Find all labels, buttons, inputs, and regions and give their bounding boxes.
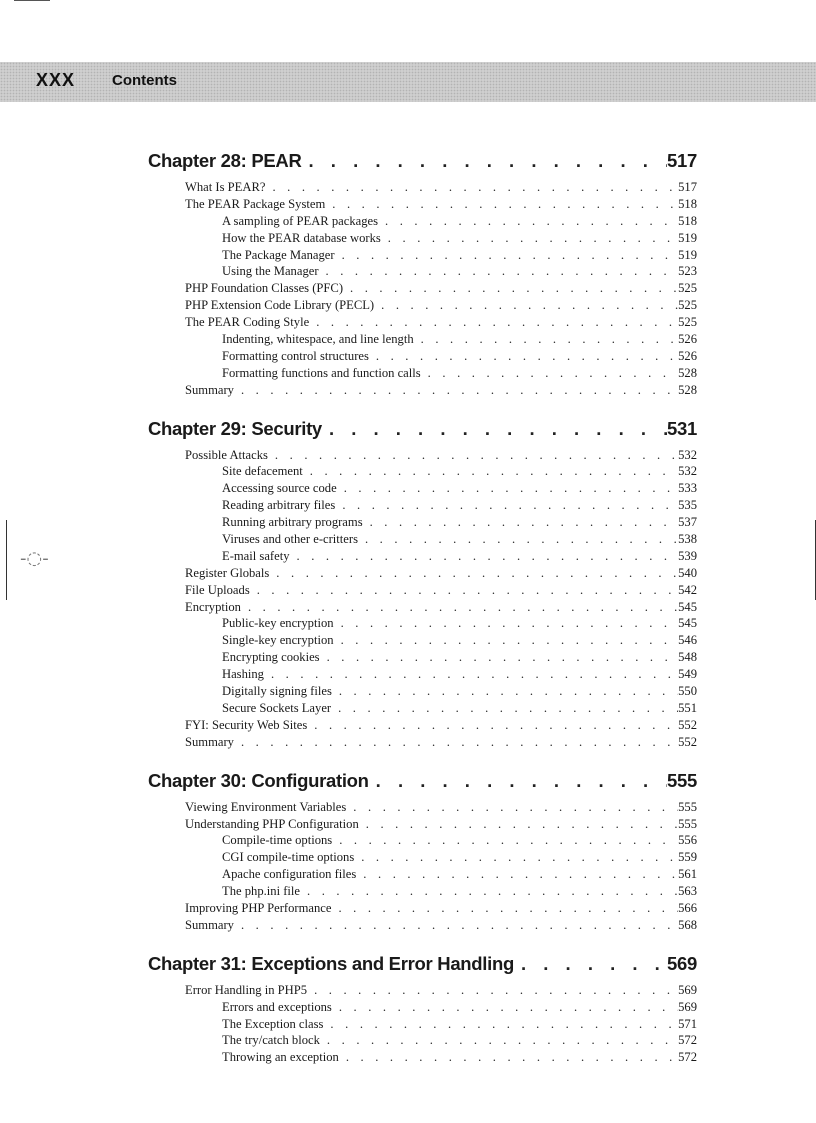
entry-page: 572	[678, 1033, 697, 1048]
toc-entry[interactable]	[148, 281, 697, 298]
entry-title: Summary	[185, 382, 234, 397]
toc-entry[interactable]	[148, 566, 697, 583]
toc-entry[interactable]	[148, 600, 697, 617]
chapter-title: Chapter 28: PEAR	[148, 150, 302, 171]
entry-page: 559	[678, 850, 697, 865]
toc-entry[interactable]	[148, 315, 697, 332]
entry-title: Indenting, whitespace, and line length	[222, 332, 414, 347]
dot-leader	[335, 248, 679, 263]
toc-subentry[interactable]	[148, 231, 697, 248]
entry-page: 561	[678, 867, 697, 882]
toc-subentry[interactable]	[148, 1050, 697, 1067]
dot-leader	[268, 448, 678, 463]
entry-page: 517	[678, 180, 697, 194]
dot-leader	[325, 197, 678, 212]
table-of-contents	[148, 150, 697, 1067]
dot-leader	[334, 616, 679, 631]
dot-leader	[354, 850, 678, 865]
entry-title: Site defacement	[222, 464, 303, 479]
entry-page: 518	[678, 196, 697, 211]
toc-subentry[interactable]	[148, 515, 697, 532]
dot-leader	[335, 498, 678, 513]
toc-subentry[interactable]	[148, 464, 697, 481]
entry-title: The PEAR Coding Style	[185, 315, 310, 330]
toc-entry[interactable]	[148, 383, 697, 400]
toc-entry[interactable]	[148, 448, 697, 465]
toc-entry[interactable]	[148, 583, 697, 600]
dot-leader	[319, 264, 679, 279]
toc-entry[interactable]	[148, 735, 697, 752]
toc-entry[interactable]	[148, 298, 697, 315]
dot-leader	[374, 298, 678, 313]
entry-page: 525	[678, 281, 697, 296]
entry-page: 537	[678, 515, 697, 530]
dot-leader	[378, 214, 678, 229]
entry-title: PHP Foundation Classes (PFC)	[185, 281, 344, 296]
entry-page: 535	[678, 498, 697, 513]
entry-page: 528	[678, 365, 697, 380]
toc-subentry[interactable]	[148, 867, 697, 884]
entry-title: E-mail safety	[222, 548, 290, 563]
entry-title: Single-key encryption	[222, 633, 334, 648]
entry-title: Errors and exceptions	[222, 999, 332, 1014]
toc-subentry[interactable]	[148, 349, 697, 366]
chapter-title: Chapter 30: Configuration	[148, 769, 369, 791]
entry-title: Running arbitrary programs	[222, 515, 363, 530]
toc-subentry[interactable]	[148, 701, 697, 718]
toc-subentry[interactable]	[148, 532, 697, 549]
dot-leader	[331, 701, 678, 716]
toc-subentry[interactable]	[148, 650, 697, 667]
entry-title: Compile-time options	[222, 833, 333, 848]
dot-leader	[369, 770, 667, 792]
entry-title: Understanding PHP Configuration	[185, 816, 359, 831]
entry-page: 533	[678, 481, 697, 496]
entry-title: The Exception class	[222, 1016, 324, 1031]
entry-title: Summary	[185, 917, 234, 932]
toc-entry[interactable]	[148, 197, 697, 214]
entry-page: 526	[678, 332, 697, 347]
entry-page: 538	[678, 532, 697, 547]
entry-page: 528	[678, 382, 697, 397]
dot-leader	[241, 600, 678, 615]
toc-subentry[interactable]	[148, 264, 697, 281]
entry-page: 563	[678, 884, 697, 899]
chapter-title: Chapter 31: Exceptions and Error Handling	[148, 952, 514, 974]
dot-leader	[332, 1000, 678, 1015]
dot-leader	[234, 735, 678, 750]
entry-page: 552	[678, 734, 697, 749]
dot-leader	[269, 566, 678, 581]
dot-leader	[322, 418, 667, 440]
top-rule	[14, 0, 50, 1]
entry-title: CGI compile-time options	[222, 850, 355, 865]
toc-subentry[interactable]	[148, 1000, 697, 1017]
entry-page: 525	[678, 298, 697, 313]
dot-leader	[307, 983, 678, 998]
toc-subentry[interactable]	[148, 684, 697, 701]
dot-leader	[381, 231, 678, 246]
toc-subentry[interactable]	[148, 498, 697, 515]
dot-leader	[337, 481, 678, 496]
toc-subentry[interactable]	[148, 248, 697, 265]
dot-leader	[421, 366, 678, 381]
dot-leader	[369, 349, 678, 364]
entry-page: 550	[678, 684, 697, 699]
entry-title: FYI: Security Web Sites	[185, 717, 308, 732]
entry-title: Apache configuration files	[222, 867, 357, 882]
dot-leader	[320, 650, 679, 665]
entry-title: Possible Attacks	[185, 447, 268, 462]
dot-leader	[346, 800, 678, 815]
entry-title: Viruses and other e-critters	[222, 532, 358, 547]
dot-leader	[300, 884, 678, 899]
chapter-title: Chapter 29: Security	[148, 417, 322, 439]
entry-page: 540	[678, 565, 697, 580]
toc-entry[interactable]	[148, 983, 697, 1000]
entry-title: Summary	[185, 734, 234, 749]
dot-leader	[250, 583, 678, 598]
dot-leader	[359, 817, 678, 832]
entry-title: File Uploads	[185, 582, 250, 597]
entry-page: 532	[678, 464, 697, 479]
toc-subentry[interactable]	[148, 1033, 697, 1050]
dot-leader	[234, 918, 678, 933]
running-header-title: Contents	[112, 72, 177, 89]
dot-leader	[320, 1033, 678, 1048]
dot-leader	[334, 633, 679, 648]
entry-page: 548	[678, 650, 697, 665]
dot-leader	[265, 180, 678, 195]
entry-page: 555	[678, 816, 697, 831]
entry-title: Improving PHP Performance	[185, 900, 332, 915]
entry-page: 546	[678, 633, 697, 648]
toc-subentry[interactable]	[148, 332, 697, 349]
entry-page: 549	[678, 667, 697, 682]
entry-page: 525	[678, 315, 697, 330]
dot-leader	[343, 281, 678, 296]
toc-subentry[interactable]	[148, 214, 697, 231]
dot-leader	[234, 383, 678, 398]
entry-page: 519	[678, 247, 697, 262]
dot-leader	[264, 667, 678, 682]
dot-leader	[290, 549, 679, 564]
dot-leader	[363, 515, 679, 530]
entry-title: Encryption	[185, 599, 241, 614]
crop-mark-left	[6, 520, 7, 600]
dot-leader	[323, 1017, 678, 1032]
toc-subentry[interactable]	[148, 850, 697, 867]
entry-page: 569	[678, 999, 697, 1014]
entry-title: Formatting control structures	[222, 348, 369, 363]
dot-leader	[332, 833, 678, 848]
dot-leader	[332, 684, 678, 699]
entry-title: Using the Manager	[222, 264, 319, 279]
entry-page: 551	[678, 700, 697, 715]
entry-title: What Is PEAR?	[185, 180, 266, 194]
entry-page: 532	[678, 447, 697, 462]
entry-title: The php.ini file	[222, 884, 300, 899]
dot-leader	[356, 867, 678, 882]
entry-title: Digitally signing files	[222, 684, 332, 699]
entry-page: 526	[678, 348, 697, 363]
chapter-page: 555	[667, 769, 697, 791]
entry-title: Accessing source code	[222, 481, 337, 496]
entry-title: The Package Manager	[222, 247, 335, 262]
dot-leader	[414, 332, 678, 347]
entry-title: How the PEAR database works	[222, 230, 381, 245]
toc-subentry[interactable]	[148, 633, 697, 650]
toc-entry[interactable]	[148, 180, 697, 197]
chapter-heading[interactable]	[148, 953, 697, 979]
entry-title: Register Globals	[185, 565, 270, 580]
entry-page: 566	[678, 900, 697, 915]
chapter-heading[interactable]	[148, 150, 697, 176]
page-folio: XXX	[36, 70, 76, 90]
dot-leader	[302, 150, 668, 172]
toc-subentry[interactable]	[148, 549, 697, 566]
entry-page: 556	[678, 833, 697, 848]
toc-entry[interactable]	[148, 817, 697, 834]
entry-page: 542	[678, 582, 697, 597]
entry-page: 552	[678, 717, 697, 732]
toc-subentry[interactable]	[148, 1017, 697, 1034]
entry-page: 545	[678, 599, 697, 614]
entry-title: Reading arbitrary files	[222, 498, 336, 513]
toc-subentry[interactable]	[148, 366, 697, 383]
dot-leader	[514, 953, 667, 975]
entry-title: PHP Extension Code Library (PECL)	[185, 298, 375, 313]
entry-page: 518	[678, 213, 697, 228]
entry-title: Secure Sockets Layer	[222, 700, 332, 715]
toc-entry[interactable]	[148, 901, 697, 918]
entry-title: Public-key encryption	[222, 616, 334, 631]
toc-subentry[interactable]	[148, 667, 697, 684]
entry-page: 572	[678, 1050, 697, 1065]
entry-title: Encrypting cookies	[222, 650, 320, 665]
toc-entry[interactable]	[148, 800, 697, 817]
toc-subentry[interactable]	[148, 884, 697, 901]
entry-title: The try/catch block	[222, 1033, 320, 1048]
toc-subentry[interactable]	[148, 481, 697, 498]
dot-leader	[358, 532, 678, 547]
dot-leader	[303, 464, 678, 479]
chapter-page: 569	[667, 952, 697, 974]
entry-page: 519	[678, 230, 697, 245]
dot-leader	[307, 718, 678, 733]
entry-page: 539	[678, 548, 697, 563]
entry-title: Viewing Environment Variables	[185, 799, 347, 814]
chapter-heading[interactable]	[148, 418, 697, 444]
entry-page: 545	[678, 616, 697, 631]
dot-leader	[331, 901, 678, 916]
entry-page: 523	[678, 264, 697, 279]
registration-mark-icon: -◌-	[20, 548, 49, 569]
chapter-page: 531	[667, 417, 697, 439]
entry-page: 571	[678, 1016, 697, 1031]
entry-title: Formatting functions and function calls	[222, 365, 421, 380]
toc-entry[interactable]	[148, 918, 697, 935]
entry-title: Throwing an exception	[222, 1050, 339, 1065]
toc-entry[interactable]	[148, 718, 697, 735]
entry-title: Hashing	[222, 667, 264, 682]
entry-title: The PEAR Package System	[185, 196, 326, 211]
toc-subentry[interactable]	[148, 833, 697, 850]
entry-page: 569	[678, 982, 697, 997]
toc-subentry[interactable]	[148, 616, 697, 633]
chapter-page: 517	[667, 150, 697, 171]
entry-page: 568	[678, 917, 697, 932]
dot-leader	[339, 1050, 678, 1065]
dot-leader	[309, 315, 678, 330]
entry-page: 555	[678, 799, 697, 814]
chapter-heading[interactable]	[148, 770, 697, 796]
entry-title: Error Handling in PHP5	[185, 982, 308, 997]
entry-title: A sampling of PEAR packages	[222, 213, 379, 228]
